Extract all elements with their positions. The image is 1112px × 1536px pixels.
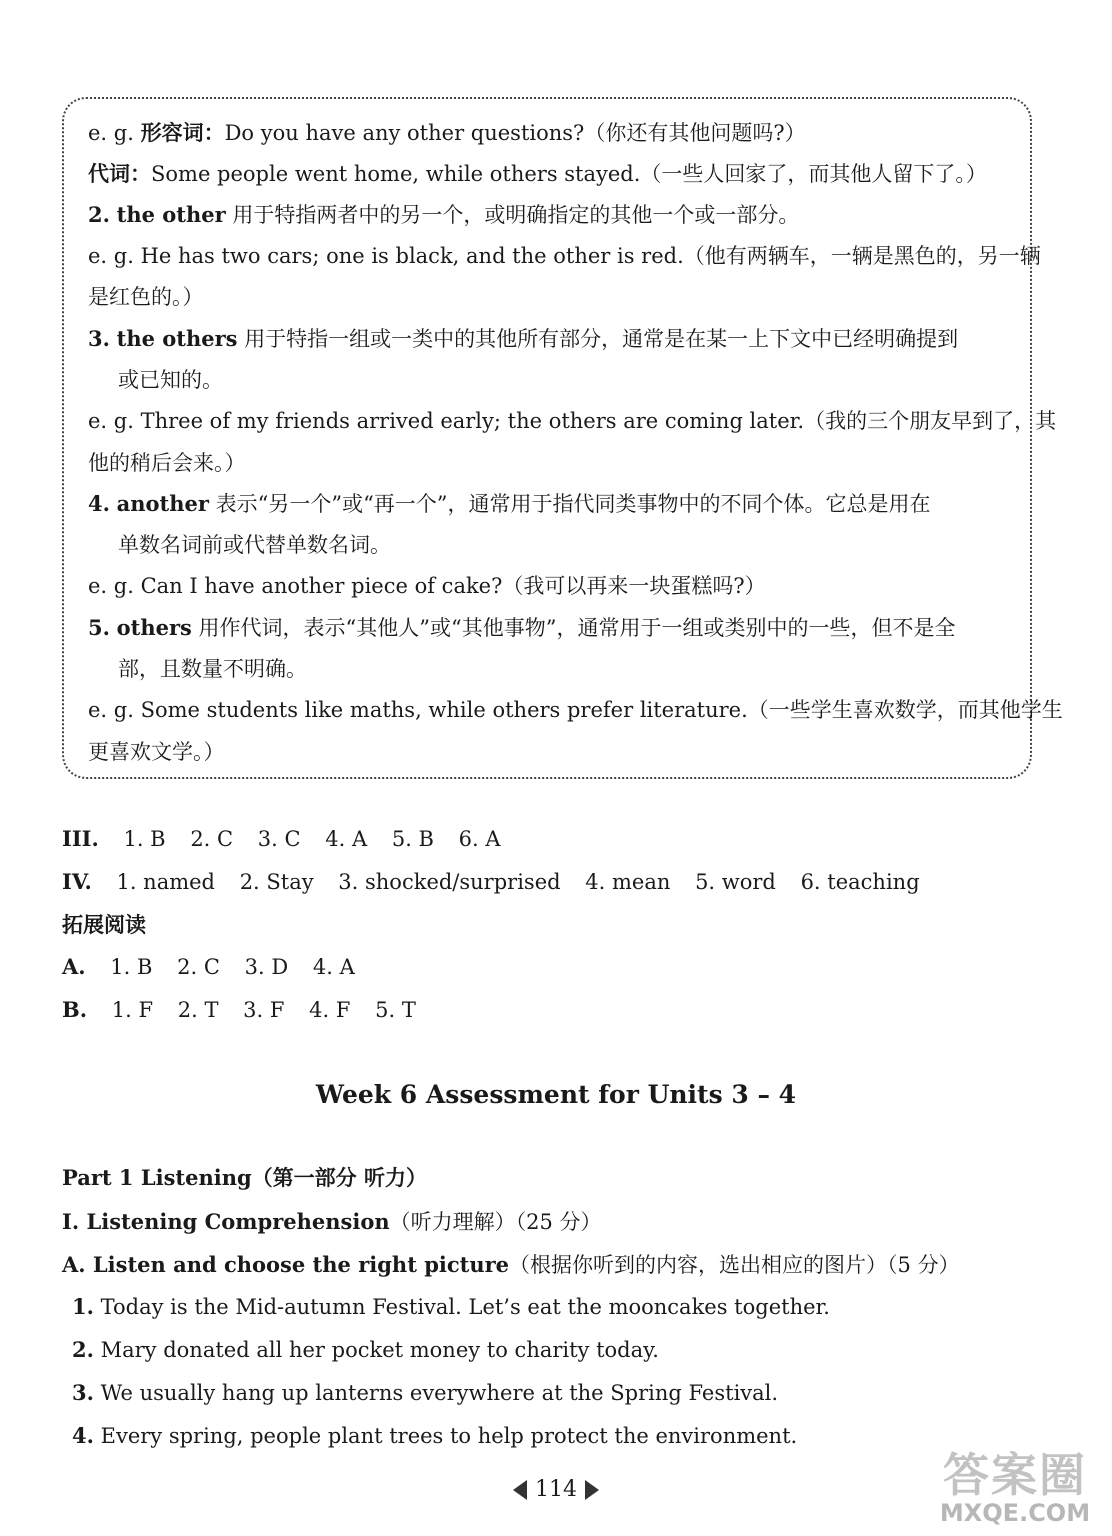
answers-a: A. 1. B 2. C 3. D 4. A (62, 954, 355, 979)
page-title: Week 6 Assessment for Units 3 – 4 (315, 1080, 797, 1109)
box-line: 更喜欢文学。） (88, 740, 225, 764)
list-item: 1. Today is the Mid-autumn Festival. Let’s eat the mooncakes together. (72, 1294, 830, 1319)
box-line: 代词：Some people went home, while others stayed.（一些人回家了，而其他人留下了。） (88, 161, 987, 186)
box-line: 部，且数量不明确。 (118, 657, 307, 681)
extended-reading-heading: 拓展阅读 (62, 912, 146, 937)
prev-triangle-icon (513, 1480, 527, 1500)
page-number: 114 (0, 1475, 1112, 1505)
answers-b: B. 1. F 2. T 3. F 4. F 5. T (62, 997, 416, 1022)
box-line: 3. the others 用于特指一组或一类中的其他所有部分，通常是在某一上下文中已经明确提到 (88, 326, 959, 351)
box-line: e. g. Three of my friends arrived early; the others are coming later.（我的三个朋友早到了，其 (88, 409, 1057, 433)
answers-iii: III. 1. B 2. C 3. C 4. A 5. B 6. A (62, 826, 501, 851)
answers-iv: IV. 1. named 2. Stay 3. shocked/surprised 4. mean 5. word 6. teaching (62, 869, 920, 894)
box-line: e. g. He has two cars; one is black, and the other is red.（他有两辆车，一辆是黑色的，另一辆 (88, 244, 1041, 268)
watermark-logo: 答案圈 MXQE.COM (939, 1448, 1091, 1527)
section-heading: I. Listening Comprehension（听力理解）（25 分） (62, 1209, 602, 1234)
box-line: e. g. 形容词：Do you have any other questions?（你还有其他问题吗?） (88, 120, 806, 145)
part-heading: Part 1 Listening（第一部分 听力） (62, 1165, 427, 1190)
box-line: 4. another 表示“另一个”或“再一个”，通常用于指代同类事物中的不同个体。它总是用在 (88, 491, 931, 516)
box-line: 是红色的。） (88, 285, 204, 309)
box-line: 单数名词前或代替单数名词。 (118, 533, 391, 557)
list-item: 4. Every spring, people plant trees to help protect the environment. (72, 1423, 798, 1448)
box-line: e. g. Some students like maths, while others prefer literature.（一些学生喜欢数学，而其他学生 (88, 698, 1063, 722)
next-triangle-icon (585, 1480, 599, 1500)
box-line: 他的稍后会来。） (88, 451, 246, 475)
box-line: 或已知的。 (118, 368, 223, 392)
box-line: 2. the other 用于特指两者中的另一个，或明确指定的其他一个或一部分。 (88, 202, 800, 227)
box-line: e. g. Can I have another piece of cake?（我可以再来一块蛋糕吗?） (88, 574, 766, 598)
box-line: 5. others 用作代词，表示“其他人”或“其他事物”，通常用于一组或类别中的一些，但不是全 (88, 615, 956, 640)
list-item: 2. Mary donated all her pocket money to charity today. (72, 1337, 659, 1362)
subsection-heading: A. Listen and choose the right picture（根据你听到的内容，选出相应的图片）（5 分） (62, 1252, 960, 1277)
list-item: 3. We usually hang up lanterns everywhere at the Spring Festival. (72, 1380, 779, 1405)
